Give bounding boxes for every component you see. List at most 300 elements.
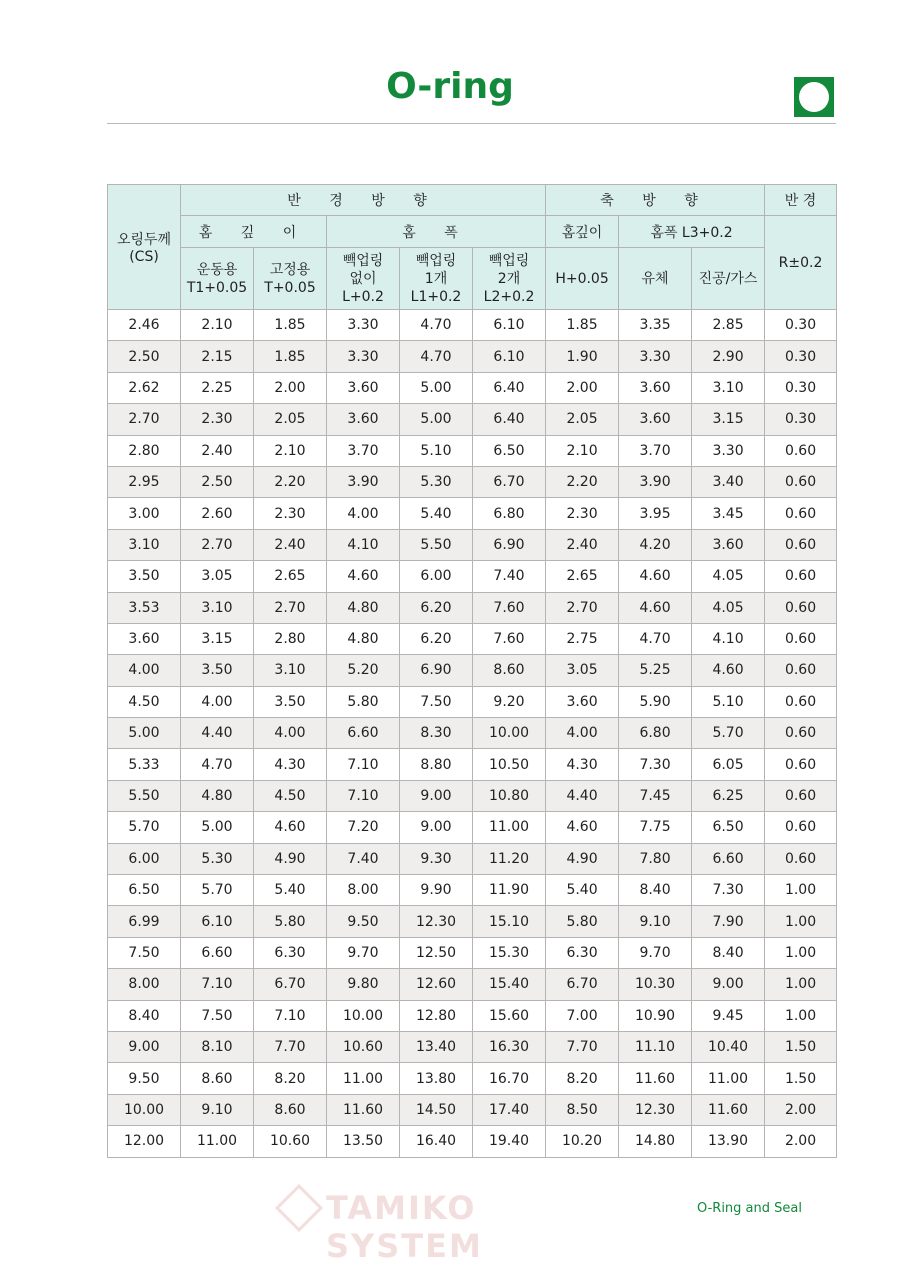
table-cell: 5.70 <box>108 812 181 843</box>
table-cell: 2.00 <box>765 1126 837 1157</box>
table-cell: 5.50 <box>108 780 181 811</box>
table-cell: 4.70 <box>400 310 473 341</box>
table-cell: 8.00 <box>108 969 181 1000</box>
table-cell: 17.40 <box>473 1094 546 1125</box>
table-cell: 10.80 <box>473 780 546 811</box>
table-row <box>108 686 837 717</box>
table-cell: 5.20 <box>327 655 400 686</box>
table-cell: 6.70 <box>254 969 327 1000</box>
table-cell: 11.20 <box>473 843 546 874</box>
table-cell: 6.00 <box>400 561 473 592</box>
table-cell: 4.10 <box>692 623 765 654</box>
table-cell: 12.60 <box>400 969 473 1000</box>
table-cell: 4.00 <box>254 718 327 749</box>
table-row <box>108 498 837 529</box>
table-cell: 6.40 <box>473 404 546 435</box>
table-cell: 0.30 <box>765 341 837 372</box>
table-cell: 2.00 <box>546 372 619 403</box>
table-cell: 7.10 <box>327 749 400 780</box>
table-row <box>108 1126 837 1157</box>
table-cell: 8.10 <box>181 1031 254 1062</box>
table-cell: 0.30 <box>765 372 837 403</box>
table-cell: 3.60 <box>619 404 692 435</box>
table-row <box>108 561 837 592</box>
table-row <box>108 1031 837 1062</box>
table-cell: 3.60 <box>108 623 181 654</box>
table-cell: 11.00 <box>692 1063 765 1094</box>
table-row <box>108 812 837 843</box>
table-cell: 7.00 <box>546 1000 619 1031</box>
table-cell: 3.30 <box>327 310 400 341</box>
table-cell: 15.10 <box>473 906 546 937</box>
table-row <box>108 937 837 968</box>
table-cell: 7.60 <box>473 592 546 623</box>
table-cell: 16.40 <box>400 1126 473 1157</box>
table-cell: 2.65 <box>254 561 327 592</box>
table-cell: 6.10 <box>181 906 254 937</box>
table-cell: 10.00 <box>108 1094 181 1125</box>
table-cell: 6.50 <box>692 812 765 843</box>
header-axial-depth: 홈깊이 <box>546 216 619 248</box>
table-cell: 2.10 <box>254 435 327 466</box>
table-cell: 2.00 <box>254 372 327 403</box>
table-cell: 2.75 <box>546 623 619 654</box>
table-cell: 2.85 <box>692 310 765 341</box>
table-cell: 4.05 <box>692 561 765 592</box>
footer-note: O-Ring and Seal <box>697 1201 802 1216</box>
table-cell: 3.05 <box>546 655 619 686</box>
table-cell: 4.90 <box>254 843 327 874</box>
header-no-backup: 빽업링 없이 L+0.2 <box>327 248 400 310</box>
table-cell: 9.70 <box>619 937 692 968</box>
header-cs: 오링두께 (CS) <box>108 185 181 310</box>
table-cell: 15.60 <box>473 1000 546 1031</box>
table-cell: 10.60 <box>327 1031 400 1062</box>
table-cell: 0.60 <box>765 749 837 780</box>
table-cell: 2.20 <box>254 466 327 497</box>
table-cell: 2.10 <box>546 435 619 466</box>
table-cell: 2.65 <box>546 561 619 592</box>
table-cell: 2.95 <box>108 466 181 497</box>
table-cell: 3.53 <box>108 592 181 623</box>
table-cell: 8.20 <box>254 1063 327 1094</box>
table-cell: 4.40 <box>181 718 254 749</box>
table-cell: 13.80 <box>400 1063 473 1094</box>
table-cell: 6.10 <box>473 341 546 372</box>
table-cell: 3.60 <box>546 686 619 717</box>
table-cell: 6.30 <box>254 937 327 968</box>
table-cell: 5.33 <box>108 749 181 780</box>
table-cell: 8.00 <box>327 875 400 906</box>
table-cell: 0.60 <box>765 529 837 560</box>
table-cell: 6.10 <box>473 310 546 341</box>
table-cell: 11.60 <box>692 1094 765 1125</box>
table-cell: 3.90 <box>327 466 400 497</box>
table-cell: 1.90 <box>546 341 619 372</box>
table-cell: 5.00 <box>400 372 473 403</box>
table-row <box>108 341 837 372</box>
table-cell: 7.10 <box>181 969 254 1000</box>
table-cell: 0.60 <box>765 812 837 843</box>
table-cell: 4.40 <box>546 780 619 811</box>
table-cell: 12.00 <box>108 1126 181 1157</box>
table-cell: 8.20 <box>546 1063 619 1094</box>
table-cell: 2.30 <box>254 498 327 529</box>
table-cell: 5.80 <box>546 906 619 937</box>
header-axial-width: 홈폭 L3+0.2 <box>619 216 765 248</box>
table-cell: 7.70 <box>546 1031 619 1062</box>
table-cell: 1.50 <box>765 1063 837 1094</box>
table-cell: 5.50 <box>400 529 473 560</box>
table-cell: 4.05 <box>692 592 765 623</box>
table-row <box>108 310 837 341</box>
table-cell: 2.25 <box>181 372 254 403</box>
table-row <box>108 623 837 654</box>
table-cell: 0.60 <box>765 561 837 592</box>
table-cell: 0.30 <box>765 404 837 435</box>
table-cell: 5.40 <box>254 875 327 906</box>
table-cell: 0.60 <box>765 435 837 466</box>
table-cell: 10.00 <box>327 1000 400 1031</box>
table-cell: 0.60 <box>765 780 837 811</box>
table-cell: 11.00 <box>327 1063 400 1094</box>
table-cell: 9.00 <box>400 812 473 843</box>
table-cell: 3.90 <box>619 466 692 497</box>
table-cell: 4.70 <box>181 749 254 780</box>
table-cell: 5.40 <box>546 875 619 906</box>
table-cell: 8.60 <box>181 1063 254 1094</box>
table-cell: 14.50 <box>400 1094 473 1125</box>
table-cell: 1.50 <box>765 1031 837 1062</box>
table-cell: 4.00 <box>181 686 254 717</box>
table-cell: 13.50 <box>327 1126 400 1157</box>
table-cell: 3.60 <box>619 372 692 403</box>
table-cell: 2.70 <box>546 592 619 623</box>
table-cell: 5.30 <box>181 843 254 874</box>
table-cell: 9.20 <box>473 686 546 717</box>
table-cell: 8.40 <box>619 875 692 906</box>
table-cell: 6.90 <box>400 655 473 686</box>
table-cell: 12.50 <box>400 937 473 968</box>
table-cell: 7.30 <box>692 875 765 906</box>
table-cell: 5.40 <box>400 498 473 529</box>
table-cell: 3.10 <box>692 372 765 403</box>
oring-groove-table <box>107 184 837 1158</box>
table-cell: 3.30 <box>619 341 692 372</box>
table-cell: 10.40 <box>692 1031 765 1062</box>
table-cell: 0.60 <box>765 686 837 717</box>
table-cell: 7.90 <box>692 906 765 937</box>
table-cell: 9.50 <box>108 1063 181 1094</box>
table-cell: 11.10 <box>619 1031 692 1062</box>
table-cell: 1.85 <box>254 310 327 341</box>
table-cell: 5.80 <box>327 686 400 717</box>
table-cell: 4.50 <box>254 780 327 811</box>
table-cell: 3.05 <box>181 561 254 592</box>
table-cell: 7.70 <box>254 1031 327 1062</box>
table-row <box>108 435 837 466</box>
table-cell: 2.20 <box>546 466 619 497</box>
table-cell: 6.80 <box>619 718 692 749</box>
table-cell: 6.20 <box>400 592 473 623</box>
table-cell: 4.10 <box>327 529 400 560</box>
table-cell: 3.15 <box>181 623 254 654</box>
table-cell: 19.40 <box>473 1126 546 1157</box>
table-cell: 5.10 <box>400 435 473 466</box>
header-radius-tolerance: R±0.2 <box>765 216 837 310</box>
table-cell: 9.10 <box>619 906 692 937</box>
table-cell: 4.60 <box>619 592 692 623</box>
table-row <box>108 906 837 937</box>
header-axial-h: H+0.05 <box>546 248 619 310</box>
table-cell: 6.40 <box>473 372 546 403</box>
table-cell: 6.70 <box>473 466 546 497</box>
table-cell: 7.10 <box>327 780 400 811</box>
watermark <box>276 1185 636 1265</box>
table-cell: 2.62 <box>108 372 181 403</box>
table-cell: 9.00 <box>400 780 473 811</box>
table-cell: 4.60 <box>254 812 327 843</box>
table-cell: 3.50 <box>181 655 254 686</box>
table-cell: 15.30 <box>473 937 546 968</box>
header-static: 고정용 T+0.05 <box>254 248 327 310</box>
table-cell: 12.80 <box>400 1000 473 1031</box>
table-cell: 9.45 <box>692 1000 765 1031</box>
table-cell: 2.50 <box>181 466 254 497</box>
table-cell: 1.00 <box>765 969 837 1000</box>
header-radius-group: 반 경 <box>765 185 837 216</box>
table-cell: 4.70 <box>619 623 692 654</box>
table-cell: 0.60 <box>765 843 837 874</box>
table-cell: 11.90 <box>473 875 546 906</box>
table-cell: 13.40 <box>400 1031 473 1062</box>
table-cell: 6.50 <box>473 435 546 466</box>
table-cell: 4.80 <box>181 780 254 811</box>
table-cell: 1.00 <box>765 937 837 968</box>
table-cell: 3.30 <box>692 435 765 466</box>
table-cell: 4.70 <box>400 341 473 372</box>
table-cell: 0.30 <box>765 310 837 341</box>
header-vacuum-gas: 진공/가스 <box>692 248 765 310</box>
table-cell: 4.90 <box>546 843 619 874</box>
table-cell: 7.50 <box>400 686 473 717</box>
table-cell: 9.00 <box>692 969 765 1000</box>
table-cell: 4.00 <box>546 718 619 749</box>
table-cell: 15.40 <box>473 969 546 1000</box>
header-fluid: 유체 <box>619 248 692 310</box>
table-cell: 9.00 <box>108 1031 181 1062</box>
table-cell: 4.50 <box>108 686 181 717</box>
table-cell: 8.40 <box>692 937 765 968</box>
table-cell: 4.00 <box>327 498 400 529</box>
table-cell: 6.60 <box>327 718 400 749</box>
table-cell: 6.20 <box>400 623 473 654</box>
table-cell: 7.10 <box>254 1000 327 1031</box>
table-cell: 2.00 <box>765 1094 837 1125</box>
table-cell: 1.85 <box>546 310 619 341</box>
table-cell: 11.60 <box>327 1094 400 1125</box>
table-cell: 0.60 <box>765 498 837 529</box>
table-cell: 1.85 <box>254 341 327 372</box>
table-cell: 3.10 <box>108 529 181 560</box>
table-row <box>108 1000 837 1031</box>
table-row <box>108 749 837 780</box>
page-title: O-ring <box>386 66 514 107</box>
table-cell: 4.00 <box>108 655 181 686</box>
table-cell: 0.60 <box>765 466 837 497</box>
table-cell: 6.50 <box>108 875 181 906</box>
table-cell: 8.80 <box>400 749 473 780</box>
table-cell: 6.80 <box>473 498 546 529</box>
table-row <box>108 655 837 686</box>
table-cell: 4.30 <box>546 749 619 780</box>
table-cell: 4.80 <box>327 623 400 654</box>
table-cell: 16.30 <box>473 1031 546 1062</box>
table-cell: 3.50 <box>254 686 327 717</box>
table-body <box>108 310 837 1158</box>
table-cell: 7.50 <box>181 1000 254 1031</box>
table-row <box>108 875 837 906</box>
table-cell: 8.60 <box>473 655 546 686</box>
table-cell: 4.80 <box>327 592 400 623</box>
table-cell: 3.95 <box>619 498 692 529</box>
table-cell: 2.80 <box>108 435 181 466</box>
table-cell: 2.46 <box>108 310 181 341</box>
table-cell: 2.80 <box>254 623 327 654</box>
table-cell: 3.35 <box>619 310 692 341</box>
table-cell: 3.00 <box>108 498 181 529</box>
table-cell: 2.90 <box>692 341 765 372</box>
table-row <box>108 718 837 749</box>
header-axial-group: 축 방 향 <box>546 185 765 216</box>
header-groove-width: 홈 폭 <box>327 216 546 248</box>
table-cell: 7.45 <box>619 780 692 811</box>
table-row <box>108 969 837 1000</box>
table-cell: 5.25 <box>619 655 692 686</box>
table-cell: 3.10 <box>254 655 327 686</box>
table-cell: 6.70 <box>546 969 619 1000</box>
table-cell: 4.60 <box>619 561 692 592</box>
table-cell: 9.90 <box>400 875 473 906</box>
table-cell: 7.30 <box>619 749 692 780</box>
table-cell: 6.90 <box>473 529 546 560</box>
table-cell: 5.10 <box>692 686 765 717</box>
table-cell: 4.60 <box>327 561 400 592</box>
table-cell: 16.70 <box>473 1063 546 1094</box>
table-cell: 3.30 <box>327 341 400 372</box>
table-cell: 6.30 <box>546 937 619 968</box>
table-row <box>108 529 837 560</box>
table-cell: 9.10 <box>181 1094 254 1125</box>
table-cell: 2.50 <box>108 341 181 372</box>
table-row <box>108 372 837 403</box>
table-cell: 2.40 <box>254 529 327 560</box>
table-cell: 0.60 <box>765 718 837 749</box>
table-row <box>108 843 837 874</box>
table-cell: 4.20 <box>619 529 692 560</box>
table-row <box>108 466 837 497</box>
header-two-backup: 빽업링 2개 L2+0.2 <box>473 248 546 310</box>
table-cell: 5.00 <box>181 812 254 843</box>
table-cell: 3.60 <box>327 404 400 435</box>
table-row <box>108 1063 837 1094</box>
table-cell: 5.80 <box>254 906 327 937</box>
header-radial-group: 반 경 방 향 <box>181 185 546 216</box>
table-cell: 2.70 <box>181 529 254 560</box>
table-cell: 6.60 <box>181 937 254 968</box>
table-cell: 0.60 <box>765 655 837 686</box>
watermark-text: TAMIKO SYSTEM <box>326 1189 483 1265</box>
table-cell: 7.40 <box>327 843 400 874</box>
table-row <box>108 404 837 435</box>
table-cell: 8.40 <box>108 1000 181 1031</box>
table-cell: 5.90 <box>619 686 692 717</box>
table-cell: 7.20 <box>327 812 400 843</box>
table-cell: 3.70 <box>619 435 692 466</box>
table-cell: 4.60 <box>692 655 765 686</box>
table-cell: 9.30 <box>400 843 473 874</box>
table-cell: 2.10 <box>181 310 254 341</box>
table-cell: 10.20 <box>546 1126 619 1157</box>
header-divider <box>107 123 836 124</box>
table-row <box>108 1094 837 1125</box>
table-row <box>108 592 837 623</box>
table-cell: 5.70 <box>181 875 254 906</box>
table-cell: 10.00 <box>473 718 546 749</box>
table-cell: 6.05 <box>692 749 765 780</box>
table-row <box>108 780 837 811</box>
table-cell: 2.15 <box>181 341 254 372</box>
table-cell: 3.60 <box>692 529 765 560</box>
table-cell: 11.60 <box>619 1063 692 1094</box>
table-cell: 8.60 <box>254 1094 327 1125</box>
table-cell: 10.50 <box>473 749 546 780</box>
watermark-diamond-icon <box>275 1184 323 1232</box>
table-cell: 5.00 <box>400 404 473 435</box>
table-cell: 3.40 <box>692 466 765 497</box>
table-cell: 8.50 <box>546 1094 619 1125</box>
table-cell: 1.00 <box>765 906 837 937</box>
circle-in-square-icon <box>794 77 834 117</box>
table-cell: 4.30 <box>254 749 327 780</box>
table-cell: 2.30 <box>181 404 254 435</box>
table-cell: 1.00 <box>765 1000 837 1031</box>
table-cell: 5.70 <box>692 718 765 749</box>
table-cell: 6.60 <box>692 843 765 874</box>
table-cell: 12.30 <box>619 1094 692 1125</box>
table-cell: 10.30 <box>619 969 692 1000</box>
table-cell: 3.10 <box>181 592 254 623</box>
table-cell: 3.15 <box>692 404 765 435</box>
table-cell: 2.05 <box>254 404 327 435</box>
table-cell: 3.45 <box>692 498 765 529</box>
table-cell: 8.30 <box>400 718 473 749</box>
table-cell: 12.30 <box>400 906 473 937</box>
table-cell: 0.60 <box>765 623 837 654</box>
table-cell: 14.80 <box>619 1126 692 1157</box>
table-cell: 6.00 <box>108 843 181 874</box>
table-cell: 1.00 <box>765 875 837 906</box>
table-cell: 7.50 <box>108 937 181 968</box>
table-cell: 2.70 <box>108 404 181 435</box>
table-cell: 9.70 <box>327 937 400 968</box>
table-cell: 3.60 <box>327 372 400 403</box>
table-cell: 5.00 <box>108 718 181 749</box>
table-cell: 2.30 <box>546 498 619 529</box>
table-cell: 11.00 <box>181 1126 254 1157</box>
table-cell: 10.60 <box>254 1126 327 1157</box>
table-cell: 7.75 <box>619 812 692 843</box>
